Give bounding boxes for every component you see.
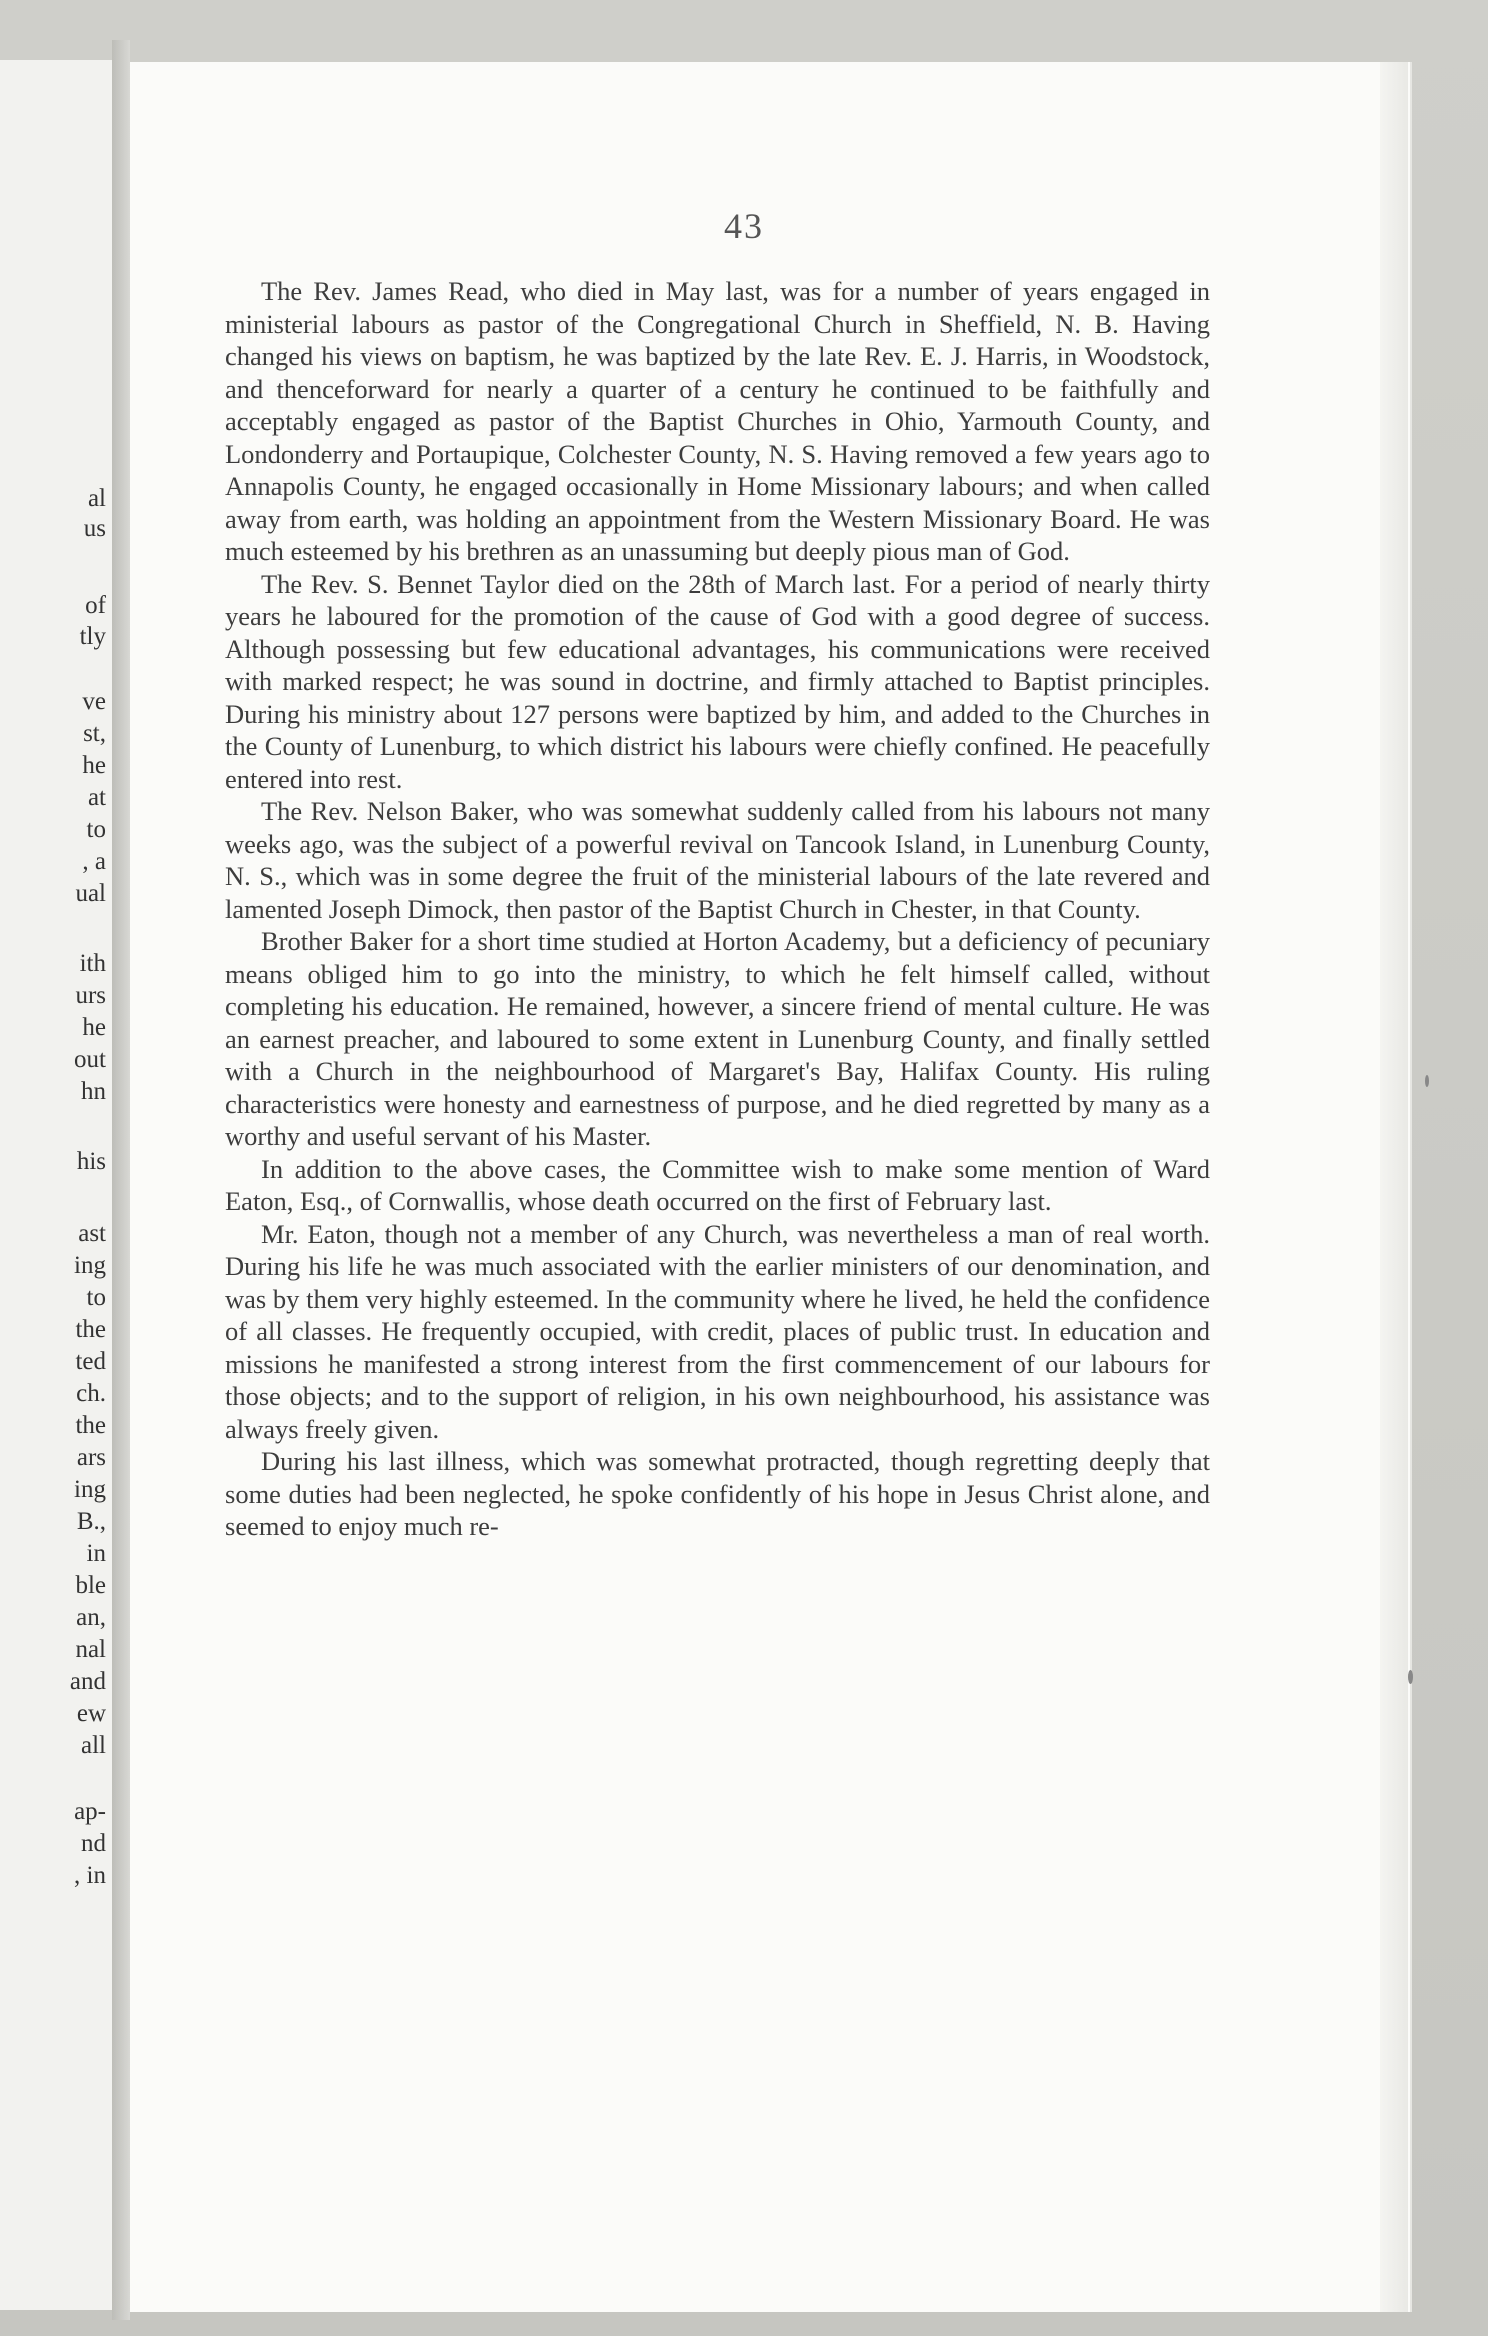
left-fragment: tly <box>79 623 106 650</box>
page-body <box>225 275 1210 1543</box>
left-fragment: hn <box>81 1078 106 1105</box>
left-fragment: ble <box>75 1572 106 1599</box>
left-fragment: ve <box>82 688 106 715</box>
left-fragment: to <box>86 816 106 843</box>
left-fragment: his <box>76 1148 106 1175</box>
left-fragment: he <box>82 1014 106 1041</box>
page-edge <box>1380 62 1408 2312</box>
left-fragment: ast <box>78 1220 106 1247</box>
left-fragment: nal <box>75 1636 106 1663</box>
left-fragment: an, <box>76 1604 106 1631</box>
left-fragment: of <box>85 592 106 619</box>
left-fragment: ing <box>74 1252 106 1279</box>
paragraph: Mr. Eaton, though not a member of any Church, was nevertheless a man of real worth. During his life he was much associated with the earlier ministers of our denomination, and was by them very highly esteemed. In the community where he lived, he held the confidence of all classes. He frequently occupied, with credit, places of public trust. In education and missions he manifested a strong interest from the first commencement of our labours for those objects; and to the support of religion, in his own neighbourhood, his assistance was always freely given. <box>225 1218 1210 1444</box>
left-fragment: the <box>75 1316 106 1343</box>
left-page-edge <box>0 60 112 2310</box>
page-number: 43 <box>724 206 764 246</box>
left-fragment: B., <box>76 1508 106 1535</box>
book-gutter <box>112 40 130 2320</box>
left-fragment: ith <box>79 950 106 977</box>
left-fragment: st, <box>83 720 106 747</box>
left-fragment: ars <box>76 1444 106 1471</box>
left-fragment: the <box>75 1412 106 1439</box>
left-fragment: ch. <box>76 1380 106 1407</box>
scan-fleck <box>1425 1075 1429 1087</box>
paragraph: The Rev. Nelson Baker, who was somewhat suddenly called from his labours not many weeks ago, was the subject of a powerful revival on Tancook Island, in Lunenburg County, N. S., which was in some degree the fruit of the ministerial labours of the late revered and lamented Joseph Dimock, then pastor of the Baptist Church in Chester, in that County. <box>225 796 1210 924</box>
left-fragment: and <box>69 1668 106 1695</box>
paragraph: In addition to the above cases, the Committee wish to make some mention of Ward Eaton, Esq., of Cornwallis, whose death occurred on the first of February last. <box>225 1153 1210 1216</box>
left-fragment: al <box>87 485 106 512</box>
left-fragment: ted <box>75 1348 106 1375</box>
left-fragment: nd <box>81 1830 106 1857</box>
left-fragment: ual <box>75 880 106 907</box>
left-fragment: us <box>83 515 106 542</box>
paragraph: The Rev. James Read, who died in May last, was for a number of years engaged in ministerial labours as pastor of the Congregational Church in Sheffield, N. B. Having changed his views on baptism, he was baptized by the late Rev. E. J. Harris, in Woodstock, and thenceforward for nearly a quarter of a century he continued to be faithfully and acceptably engaged as pastor of the Baptist Churches in Ohio, Yarmouth County, and Londonderry and Portaupique, Colchester County, N. S. Having removed a few years ago to Annapolis County, he engaged occasionally in Home Missionary labours; and when called away from earth, was holding an appointment from the Western Missionary Board. He was much esteemed by his brethren as an unassuming but deeply pious man of God. <box>225 276 1210 566</box>
left-fragment: ing <box>74 1476 106 1503</box>
left-fragment: all <box>81 1732 106 1759</box>
left-fragment: , a <box>82 848 106 875</box>
left-fragment: ew <box>76 1700 106 1727</box>
paragraph: The Rev. S. Bennet Taylor died on the 28th of March last. For a period of nearly thirty years he laboured for the promotion of the cause of God with a good degree of success. Although possessing but few educational advantages, his communications were received with marked respect; he was sound in doctrine, and firmly attached to Baptist principles. During his ministry about 127 persons were baptized by him, and added to the Churches in the County of Lunenburg, to which district his labours were chiefly confined. He peacefully entered into rest. <box>225 568 1210 794</box>
paragraph: During his last illness, which was somewhat protracted, though regretting deeply that some duties had been neglected, he spoke confidently of his hope in Jesus Christ alone, and seemed to enjoy much re- <box>225 1446 1210 1541</box>
paragraph: Brother Baker for a short time studied at Horton Academy, but a deficiency of pecuniary means obliged him to go into the ministry, to which he felt himself called, without completing his education. He remained, however, a sincere friend of mental culture. He was an earnest preacher, and laboured to some extent in Lunenburg County, and finally settled with a Church in the neighbourhood of Margaret's Bay, Halifax County. His ruling characteristics were honesty and earnestness of purpose, and he died regretted by many as a worthy and useful servant of his Master. <box>225 926 1210 1151</box>
left-fragment: , in <box>74 1862 106 1889</box>
left-fragment: urs <box>75 982 106 1009</box>
left-fragment: to <box>86 1284 106 1311</box>
left-fragment: at <box>87 784 106 811</box>
left-fragment: in <box>86 1540 106 1567</box>
scan-fleck <box>1408 1670 1413 1684</box>
left-fragment: out <box>74 1046 106 1073</box>
left-fragment: he <box>82 752 106 779</box>
left-fragment: ap- <box>74 1798 106 1825</box>
